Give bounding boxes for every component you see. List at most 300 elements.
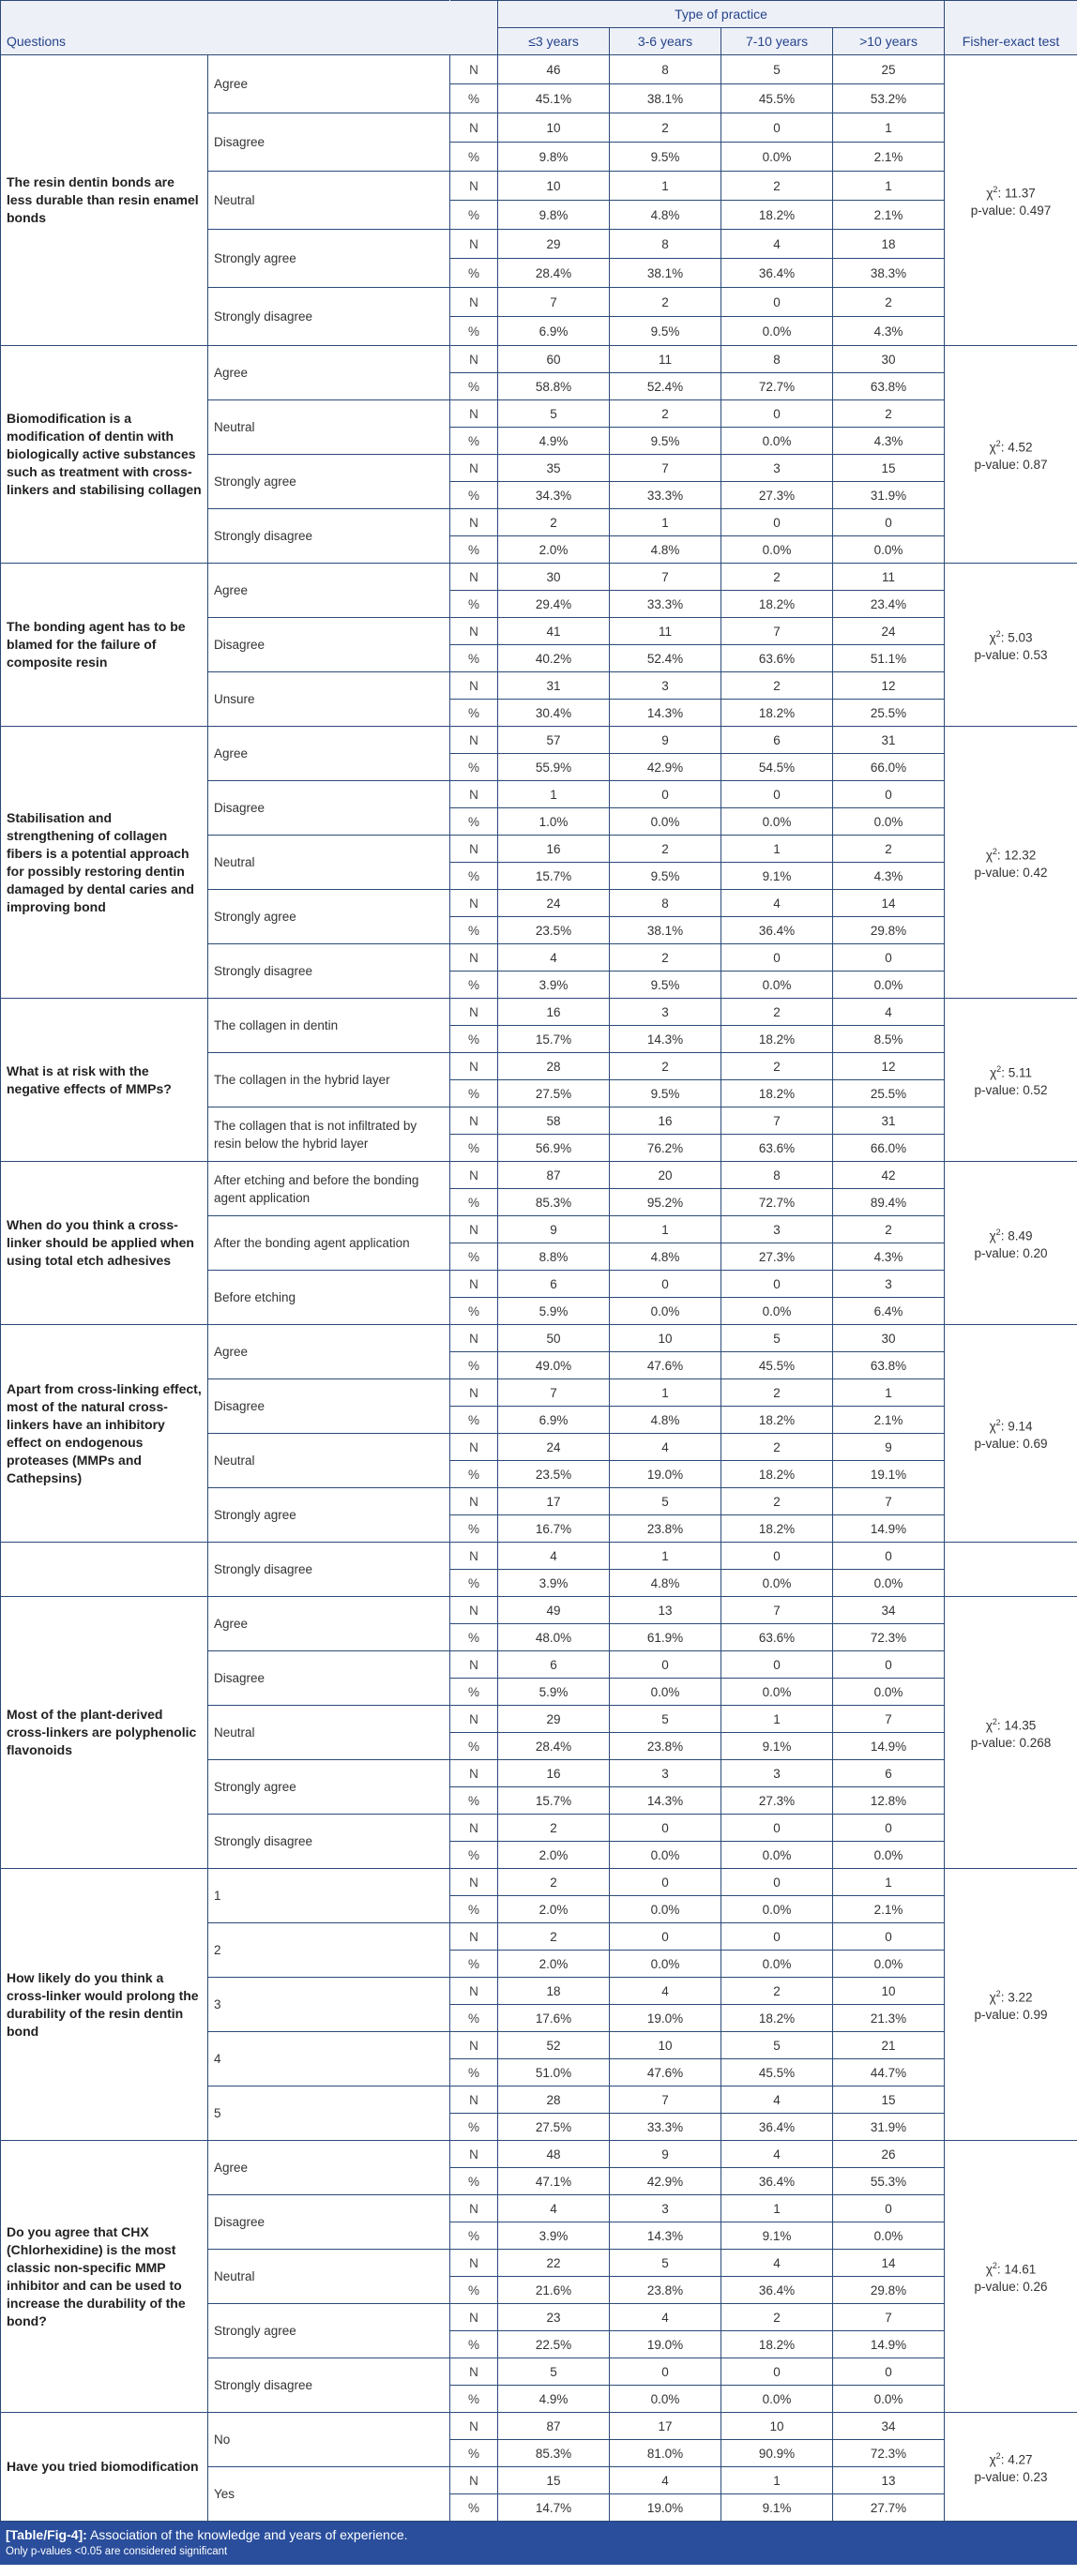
chi-symbol: χ <box>986 186 994 201</box>
percent-value: 14.9% <box>833 2331 945 2358</box>
percent-value: 0.0% <box>610 808 721 836</box>
count-label: N <box>450 1107 498 1135</box>
p-value-label: p-value: <box>974 1437 1024 1452</box>
count-value: 22 <box>498 2250 610 2277</box>
count-value: 50 <box>498 1325 610 1352</box>
p-value: 0.497 <box>1019 203 1052 218</box>
answer-option: Disagree <box>208 618 450 672</box>
percent-value: 27.5% <box>498 1080 610 1107</box>
chi-value: 12.32 <box>1004 848 1037 863</box>
p-value-label: p-value: <box>974 648 1024 663</box>
count-value: 2 <box>833 836 945 863</box>
question-cell: The resin dentin bonds are less durable than resin enamel bonds <box>1 55 208 346</box>
question-cell <box>1 1543 208 1597</box>
percent-value: 51.0% <box>498 2059 610 2086</box>
count-value: 57 <box>498 727 610 754</box>
count-label: N <box>450 727 498 754</box>
answer-option: 5 <box>208 2086 450 2141</box>
percent-label: % <box>450 972 498 999</box>
percent-value: 27.3% <box>721 1787 833 1815</box>
count-label: N <box>450 1053 498 1080</box>
count-value: 29 <box>498 1706 610 1733</box>
chi-symbol: χ <box>985 1718 993 1733</box>
count-value: 0 <box>721 1923 833 1951</box>
fisher-test-cell <box>945 346 1077 564</box>
count-value: 18 <box>833 230 945 259</box>
question-cell: The bonding agent has to be blamed for the failure of composite resin <box>1 564 208 727</box>
count-row <box>1 999 1077 1026</box>
count-value: 9 <box>498 1216 610 1243</box>
percent-value: 72.7% <box>721 373 833 400</box>
count-value: 1 <box>833 1379 945 1407</box>
count-value: 2 <box>610 1053 721 1080</box>
percent-value: 33.3% <box>610 591 721 618</box>
answer-option: The collagen in the hybrid layer <box>208 1053 450 1107</box>
percent-value: 2.1% <box>833 1407 945 1434</box>
count-value: 46 <box>498 55 610 84</box>
answer-option: Strongly agree <box>208 455 450 509</box>
percent-label: % <box>450 259 498 288</box>
percent-value: 0.0% <box>833 808 945 836</box>
percent-value: 42.9% <box>610 2168 721 2195</box>
count-value: 0 <box>721 509 833 536</box>
percent-value: 14.7% <box>498 2494 610 2522</box>
percent-value: 52.4% <box>610 373 721 400</box>
percent-value: 4.9% <box>498 2386 610 2413</box>
percent-value: 18.2% <box>721 1515 833 1543</box>
chi-value: 4.52 <box>1008 440 1033 455</box>
percent-value: 31.9% <box>833 2114 945 2141</box>
count-value: 4 <box>610 1434 721 1461</box>
count-value: 0 <box>721 781 833 808</box>
chi-symbol: χ <box>989 1228 996 1243</box>
percent-value: 27.5% <box>498 2114 610 2141</box>
count-value: 26 <box>833 2141 945 2168</box>
count-value: 20 <box>610 1162 721 1189</box>
count-value: 0 <box>833 1651 945 1679</box>
percent-label: % <box>450 1896 498 1923</box>
p-value-label: p-value: <box>974 2008 1024 2023</box>
percent-value: 54.5% <box>721 754 833 781</box>
percent-value: 61.9% <box>610 1624 721 1651</box>
percent-value: 4.8% <box>610 1243 721 1271</box>
percent-value: 9.5% <box>610 428 721 455</box>
count-value: 2 <box>721 564 833 591</box>
percent-value: 14.3% <box>610 2222 721 2250</box>
percent-label: % <box>450 1298 498 1325</box>
percent-value: 23.8% <box>610 1733 721 1760</box>
chi-superscript: 2 <box>992 846 997 856</box>
count-value: 29 <box>498 230 610 259</box>
percent-value: 9.1% <box>721 2222 833 2250</box>
chi-superscript: 2 <box>995 1988 1001 1998</box>
count-value: 7 <box>610 2086 721 2114</box>
answer-option: Strongly disagree <box>208 1815 450 1869</box>
count-value: 0 <box>833 2195 945 2222</box>
percent-value: 6.4% <box>833 1298 945 1325</box>
count-value: 3 <box>721 1216 833 1243</box>
chi-square-result <box>945 1713 1077 1735</box>
count-value: 2 <box>721 1978 833 2005</box>
answer-option: Neutral <box>208 400 450 455</box>
count-value: 3 <box>721 1760 833 1787</box>
chi-superscript: 2 <box>992 2260 997 2270</box>
count-value: 2 <box>610 944 721 972</box>
percent-value: 18.2% <box>721 2331 833 2358</box>
count-value: 15 <box>833 2086 945 2114</box>
percent-value: 49.0% <box>498 1352 610 1379</box>
question-cell: What is at risk with the negative effects of MMPs? <box>1 999 208 1162</box>
p-value-label: p-value: <box>974 866 1024 881</box>
count-value: 7 <box>721 1107 833 1135</box>
fisher-test-cell <box>945 1162 1077 1325</box>
count-value: 0 <box>721 288 833 317</box>
count-value: 11 <box>833 564 945 591</box>
percent-label: % <box>450 373 498 400</box>
percent-label: % <box>450 1407 498 1434</box>
percent-value: 3.9% <box>498 972 610 999</box>
stat-type-header <box>450 1 498 55</box>
percent-label: % <box>450 645 498 672</box>
chi-square-result <box>945 1224 1077 1245</box>
chi-value: 11.37 <box>1004 186 1036 201</box>
count-value: 4 <box>721 2250 833 2277</box>
p-value-result <box>945 1244 1077 1262</box>
count-value: 87 <box>498 1162 610 1189</box>
count-value: 4 <box>610 1978 721 2005</box>
percent-value: 9.5% <box>610 1080 721 1107</box>
count-value: 2 <box>721 1488 833 1515</box>
count-value: 16 <box>498 836 610 863</box>
percent-value: 23.5% <box>498 917 610 944</box>
chi-separator: : <box>1001 1065 1009 1080</box>
count-value: 3 <box>610 2195 721 2222</box>
year-group-header: 7-10 years <box>721 28 833 55</box>
percent-label: % <box>450 917 498 944</box>
percent-value: 29.4% <box>498 591 610 618</box>
percent-value: 2.0% <box>498 1896 610 1923</box>
count-value: 10 <box>498 172 610 201</box>
percent-value: 27.7% <box>833 2494 945 2522</box>
count-value: 21 <box>833 2032 945 2059</box>
answer-option: After etching and before the bonding agent application <box>208 1162 450 1216</box>
count-value: 12 <box>833 672 945 700</box>
percent-label: % <box>450 1679 498 1706</box>
percent-value: 0.0% <box>721 1896 833 1923</box>
percent-value: 0.0% <box>610 1298 721 1325</box>
answer-option: 3 <box>208 1978 450 2032</box>
count-value: 1 <box>721 2195 833 2222</box>
percent-value: 0.0% <box>721 2386 833 2413</box>
percent-value: 45.1% <box>498 84 610 113</box>
answer-option: Strongly disagree <box>208 288 450 346</box>
count-value: 5 <box>610 2250 721 2277</box>
percent-value: 14.3% <box>610 1026 721 1053</box>
count-value: 7 <box>833 2304 945 2331</box>
chi-square-result <box>945 1985 1077 2007</box>
chi-square-result <box>945 843 1077 865</box>
count-value: 2 <box>610 113 721 143</box>
percent-value: 9.1% <box>721 863 833 890</box>
percent-label: % <box>450 1951 498 1978</box>
question-cell: Biomodification is a modification of dentin with biologically active substances such as treatment with cross-linkers and stabilising collagen <box>1 346 208 564</box>
count-value: 1 <box>833 172 945 201</box>
question-cell: When do you think a cross-linker should be applied when using total etch adhesives <box>1 1162 208 1325</box>
count-value: 0 <box>610 781 721 808</box>
percent-value: 21.3% <box>833 2005 945 2032</box>
percent-value: 72.3% <box>833 1624 945 1651</box>
count-value: 0 <box>721 113 833 143</box>
count-value: 2 <box>721 2304 833 2331</box>
percent-value: 8.5% <box>833 1026 945 1053</box>
chi-symbol: χ <box>990 1065 997 1080</box>
caption-label: [Table/Fig-4]: <box>6 2527 87 2542</box>
p-value-result <box>945 202 1077 219</box>
p-value: 0.26 <box>1023 2280 1048 2295</box>
percent-value: 19.0% <box>610 2494 721 2522</box>
fisher-test-cell <box>945 1543 1077 1597</box>
count-label: N <box>450 1379 498 1407</box>
percent-value: 28.4% <box>498 259 610 288</box>
count-value: 48 <box>498 2141 610 2168</box>
count-label: N <box>450 836 498 863</box>
count-label: N <box>450 2304 498 2331</box>
percent-value: 40.2% <box>498 645 610 672</box>
count-label: N <box>450 2358 498 2386</box>
p-value-result <box>945 1435 1077 1453</box>
percent-value: 0.0% <box>721 972 833 999</box>
p-value-result <box>945 1734 1077 1752</box>
count-value: 0 <box>721 944 833 972</box>
count-value: 0 <box>833 944 945 972</box>
count-value: 1 <box>721 1706 833 1733</box>
percent-value: 23.5% <box>498 1461 610 1488</box>
chi-symbol: χ <box>989 630 996 645</box>
count-value: 58 <box>498 1107 610 1135</box>
chi-separator: : <box>1000 1990 1009 2005</box>
percent-label: % <box>450 1243 498 1271</box>
question-cell: Do you agree that CHX (Chlorhexidine) is the most classic non-specific MMP inhibitor and can be used to increase the durability of the bond? <box>1 2141 208 2413</box>
percent-value: 0.0% <box>610 1842 721 1869</box>
count-value: 30 <box>498 564 610 591</box>
chi-value: 9.14 <box>1008 1419 1033 1434</box>
count-value: 41 <box>498 618 610 645</box>
percent-value: 6.9% <box>498 1407 610 1434</box>
percent-value: 18.2% <box>721 591 833 618</box>
percent-label: % <box>450 2331 498 2358</box>
percent-value: 0.0% <box>610 1896 721 1923</box>
chi-superscript: 2 <box>995 1227 1001 1237</box>
percent-value: 4.8% <box>610 1570 721 1597</box>
count-value: 7 <box>721 618 833 645</box>
answer-option: Strongly disagree <box>208 2358 450 2413</box>
answer-option: Strongly agree <box>208 1488 450 1543</box>
percent-value: 15.7% <box>498 1787 610 1815</box>
chi-value: 8.49 <box>1008 1228 1033 1243</box>
answer-option: Disagree <box>208 1379 450 1434</box>
chi-symbol: χ <box>989 1990 996 2005</box>
chi-separator: : <box>1000 1228 1009 1243</box>
percent-value: 9.8% <box>498 201 610 230</box>
percent-label: % <box>450 482 498 509</box>
count-value: 1 <box>610 172 721 201</box>
answer-option: 4 <box>208 2032 450 2086</box>
percent-value: 0.0% <box>721 1842 833 1869</box>
percent-value: 2.1% <box>833 143 945 172</box>
percent-value: 21.6% <box>498 2277 610 2304</box>
p-value-label: p-value: <box>974 1083 1024 1098</box>
p-value: 0.69 <box>1023 1437 1048 1452</box>
count-value: 16 <box>498 999 610 1026</box>
count-row <box>1 1325 1077 1352</box>
count-value: 5 <box>721 55 833 84</box>
answer-option: Agree <box>208 727 450 781</box>
percent-value: 0.0% <box>721 1679 833 1706</box>
percent-label: % <box>450 700 498 727</box>
count-value: 0 <box>833 1543 945 1570</box>
count-value: 31 <box>833 727 945 754</box>
table-caption <box>0 2522 1077 2565</box>
percent-value: 0.0% <box>833 1570 945 1597</box>
percent-value: 29.8% <box>833 2277 945 2304</box>
count-value: 2 <box>498 1923 610 1951</box>
answer-option: Neutral <box>208 172 450 230</box>
count-value: 0 <box>833 1815 945 1842</box>
percent-value: 2.1% <box>833 201 945 230</box>
percent-value: 0.0% <box>721 808 833 836</box>
count-value: 60 <box>498 346 610 373</box>
count-value: 2 <box>498 1869 610 1896</box>
chi-symbol: χ <box>985 848 993 863</box>
answer-option: 2 <box>208 1923 450 1978</box>
fisher-test-cell <box>945 564 1077 727</box>
count-value: 0 <box>833 2358 945 2386</box>
percent-value: 55.3% <box>833 2168 945 2195</box>
percent-value: 4.9% <box>498 428 610 455</box>
percent-value: 0.0% <box>833 2386 945 2413</box>
count-label: N <box>450 509 498 536</box>
chi-separator: : <box>996 1718 1005 1733</box>
answer-option: Agree <box>208 1325 450 1379</box>
fisher-test-cell <box>945 55 1077 346</box>
answer-option: Strongly disagree <box>208 944 450 999</box>
percent-label: % <box>450 591 498 618</box>
count-label: N <box>450 55 498 84</box>
percent-value: 18.2% <box>721 1461 833 1488</box>
percent-label: % <box>450 1570 498 1597</box>
answer-option: Neutral <box>208 1706 450 1760</box>
percent-value: 63.6% <box>721 1135 833 1162</box>
percent-value: 0.0% <box>610 1679 721 1706</box>
count-value: 10 <box>498 113 610 143</box>
count-value: 2 <box>833 1216 945 1243</box>
percent-label: % <box>450 1135 498 1162</box>
count-value: 2 <box>721 172 833 201</box>
percent-label: % <box>450 1461 498 1488</box>
count-value: 6 <box>721 727 833 754</box>
percent-value: 23.8% <box>610 1515 721 1543</box>
percent-value: 0.0% <box>721 536 833 564</box>
count-value: 30 <box>833 346 945 373</box>
count-value: 0 <box>610 1651 721 1679</box>
count-label: N <box>450 944 498 972</box>
count-value: 4 <box>498 2195 610 2222</box>
fisher-test-cell <box>945 1597 1077 1869</box>
count-value: 0 <box>833 781 945 808</box>
type-of-practice-header: Type of practice <box>498 1 945 28</box>
count-label: N <box>450 288 498 317</box>
percent-value: 0.0% <box>833 2222 945 2250</box>
count-value: 4 <box>721 230 833 259</box>
percent-value: 66.0% <box>833 1135 945 1162</box>
percent-value: 9.5% <box>610 863 721 890</box>
answer-option: The collagen in dentin <box>208 999 450 1053</box>
percent-value: 14.3% <box>610 700 721 727</box>
count-value: 16 <box>498 1760 610 1787</box>
percent-label: % <box>450 317 498 346</box>
percent-value: 36.4% <box>721 2277 833 2304</box>
percent-label: % <box>450 1352 498 1379</box>
count-value: 9 <box>610 2141 721 2168</box>
chi-superscript: 2 <box>996 1063 1002 1074</box>
count-value: 2 <box>721 1053 833 1080</box>
answer-option: Disagree <box>208 113 450 172</box>
count-label: N <box>450 346 498 373</box>
count-value: 5 <box>610 1706 721 1733</box>
count-label: N <box>450 1706 498 1733</box>
count-value: 9 <box>833 1434 945 1461</box>
percent-value: 27.3% <box>721 482 833 509</box>
percent-value: 18.2% <box>721 700 833 727</box>
count-value: 16 <box>610 1107 721 1135</box>
table-body <box>1 55 1077 2522</box>
count-value: 15 <box>833 455 945 482</box>
percent-label: % <box>450 2494 498 2522</box>
percent-value: 47.1% <box>498 2168 610 2195</box>
percent-value: 15.7% <box>498 863 610 890</box>
percent-value: 0.0% <box>721 428 833 455</box>
count-value: 31 <box>498 672 610 700</box>
count-value: 17 <box>498 1488 610 1515</box>
percent-value: 48.0% <box>498 1624 610 1651</box>
count-value: 0 <box>721 2358 833 2386</box>
count-value: 2 <box>610 288 721 317</box>
count-value: 42 <box>833 1162 945 1189</box>
chi-square-result <box>945 1061 1077 1082</box>
percent-value: 2.1% <box>833 1896 945 1923</box>
count-value: 1 <box>833 113 945 143</box>
count-row <box>1 727 1077 754</box>
percent-value: 66.0% <box>833 754 945 781</box>
count-value: 1 <box>833 1869 945 1896</box>
percent-value: 4.3% <box>833 317 945 346</box>
count-value: 0 <box>721 1651 833 1679</box>
count-label: N <box>450 2086 498 2114</box>
answer-option: Strongly agree <box>208 890 450 944</box>
count-value: 49 <box>498 1597 610 1624</box>
percent-label: % <box>450 2277 498 2304</box>
count-value: 5 <box>498 2358 610 2386</box>
count-label: N <box>450 1815 498 1842</box>
count-label: N <box>450 781 498 808</box>
count-row <box>1 564 1077 591</box>
count-value: 7 <box>721 1597 833 1624</box>
count-value: 0 <box>721 400 833 428</box>
percent-label: % <box>450 2386 498 2413</box>
p-value: 0.20 <box>1023 1246 1048 1261</box>
percent-value: 15.7% <box>498 1026 610 1053</box>
count-value: 34 <box>833 2413 945 2440</box>
